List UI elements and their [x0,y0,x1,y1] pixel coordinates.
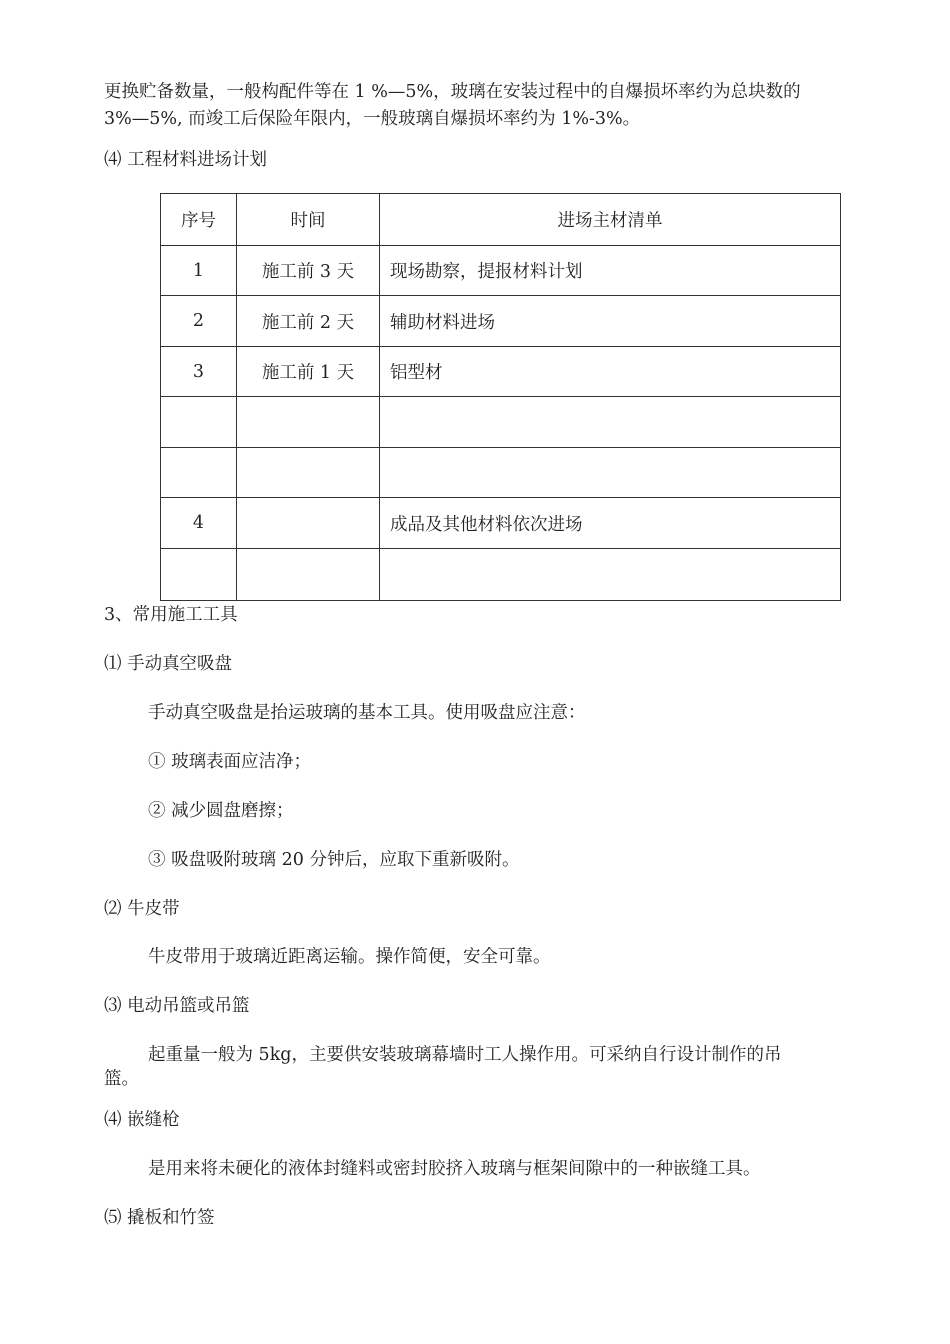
list-item: ① 玻璃表面应洁净； [148,752,312,772]
tool-heading-pry-board: ⑸ 撬板和竹签 [104,1208,215,1228]
table-cell [380,549,841,601]
tool-heading-gondola: ⑶ 电动吊篮或吊篮 [104,996,250,1016]
table-row [161,246,841,296]
table-cell [161,549,237,601]
table-cell: 施工前 3 天 [237,246,380,296]
tool-heading-vacuum-cup: ⑴ 手动真空吸盘 [104,654,233,674]
table-row [161,549,841,601]
table-cell: 现场勘察，提报材料计划 [380,246,841,296]
table-row [161,498,841,549]
section-heading-material-plan: ⑷ 工程材料进场计划 [104,150,268,170]
table-cell [237,397,380,448]
material-schedule-table [160,193,841,601]
table-cell: 成品及其他材料依次进场 [380,498,841,549]
table-cell: 铝型材 [380,347,841,397]
table-cell [161,397,237,448]
table-cell: 辅助材料进场 [380,296,841,347]
table-row [161,296,841,347]
intro-line-1: 更换贮备数量，一般构配件等在 1 %—5%，玻璃在安装过程中的自爆损坏率约为总块数的 [104,82,801,102]
list-item: ② 减少圆盘磨擦； [148,801,294,821]
list-item: ③ 吸盘吸附玻璃 20 分钟后，应取下重新吸附。 [148,850,520,870]
header-materials: 进场主材清单 [380,194,841,246]
table-header-row [161,194,841,246]
table-cell: 1 [161,246,237,296]
table-cell: 施工前 1 天 [237,347,380,397]
table-row [161,347,841,397]
section-heading-tools: 3、常用施工工具 [104,605,238,625]
table-cell: 3 [161,347,237,397]
table-cell: 施工前 2 天 [237,296,380,347]
tool-desc-leather-belt: 牛皮带用于玻璃近距离运输。操作简便，安全可靠。 [148,947,551,967]
header-time: 时间 [237,194,380,246]
table-cell [237,549,380,601]
tool-desc-gondola-line-2: 篮。 [104,1069,139,1089]
table-cell [380,448,841,498]
table-cell [237,448,380,498]
table-cell [237,498,380,549]
table-cell: 2 [161,296,237,347]
header-serial: 序号 [161,194,237,246]
table-row [161,397,841,448]
tool-desc-vacuum-cup: 手动真空吸盘是抬运玻璃的基本工具。使用吸盘应注意： [148,703,586,723]
intro-line-2: 3%—5%, 而竣工后保险年限内，一般玻璃自爆损坏率约为 1%-3%。 [104,109,641,129]
table-row [161,448,841,498]
table-cell: 4 [161,498,237,549]
tool-desc-caulking-gun: 是用来将未硬化的液体封缝料或密封胶挤入玻璃与框架间隙中的一种嵌缝工具。 [148,1159,761,1179]
tool-heading-caulking-gun: ⑷ 嵌缝枪 [104,1110,180,1130]
table-cell [161,448,237,498]
tool-heading-leather-belt: ⑵ 牛皮带 [104,899,180,919]
tool-desc-gondola-line-1: 起重量一般为 5kg，主要供安装玻璃幕墙时工人操作用。可采纳自行设计制作的吊 [148,1045,782,1065]
table-cell [380,397,841,448]
